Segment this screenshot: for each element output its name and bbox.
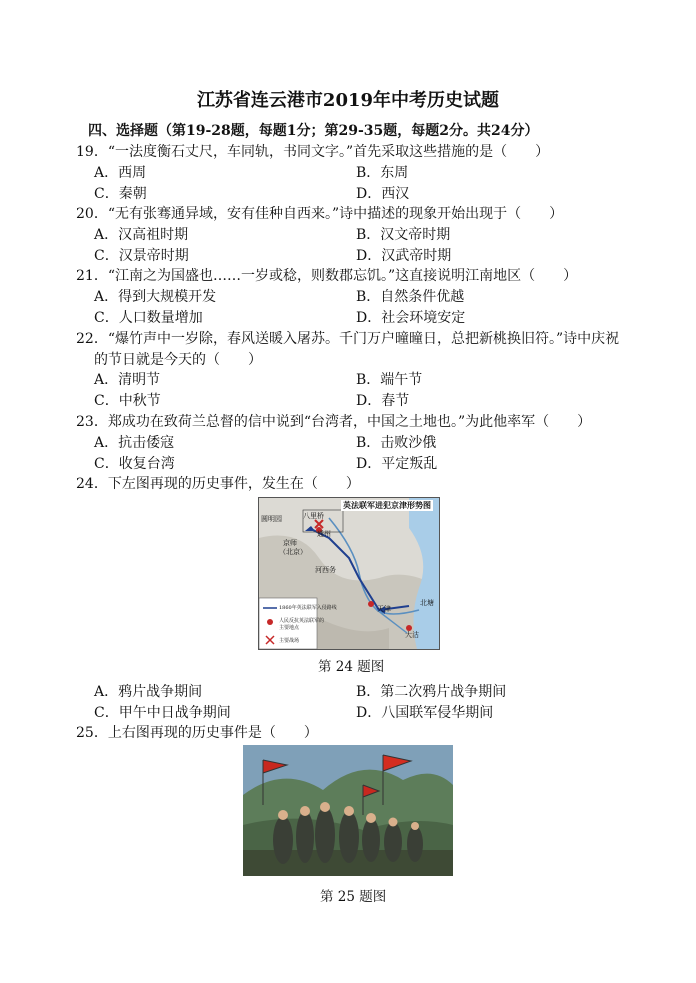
q20-option-b[interactable]: B．汉文帝时期 — [356, 227, 451, 243]
map-label-beitang: 北塘 — [420, 599, 434, 607]
q24-option-c[interactable]: C．甲午中日战争期间 — [94, 705, 231, 721]
q19-option-a[interactable]: A．西周 — [94, 165, 147, 181]
q22-option-d[interactable]: D．春节 — [356, 393, 410, 409]
question-24-stem: 24．下左图再现的历史事件，发生在（ ） — [76, 476, 360, 492]
section-heading: 四、选择题（第19-28题，每题1分；第29-35题，每题2分。共24分） — [88, 123, 539, 139]
q23-option-b[interactable]: B．击败沙俄 — [356, 435, 437, 451]
q19-option-d[interactable]: D．西汉 — [356, 186, 410, 202]
q21-option-a[interactable]: A．得到大规模开发 — [94, 289, 217, 305]
q19-option-c[interactable]: C．秦朝 — [94, 186, 147, 202]
q24-option-d[interactable]: D．八国联军侵华期间 — [356, 705, 494, 721]
map-label-yuanmingyuan: 圆明园 — [261, 515, 282, 523]
q24-map-figure — [258, 497, 440, 650]
map-legend-route: 1860年英法联军入侵路线 — [279, 605, 337, 611]
fig24-caption: 第 24 题图 — [318, 659, 385, 675]
question-20-stem: 20．“无有张骞通异域，安有佳种自西来。”诗中描述的现象开始出现于（ ） — [76, 206, 564, 222]
q24-option-b[interactable]: B．第二次鸦片战争期间 — [356, 684, 507, 700]
map-label-dagu: 大沽 — [405, 631, 419, 639]
page-title: 江苏省连云港市2019年中考历史试题 — [196, 90, 500, 111]
q23-option-c[interactable]: C．收复台湾 — [94, 456, 175, 472]
map-label-jingshi: 京师 — [283, 539, 297, 547]
q21-option-c[interactable]: C．人口数量增加 — [94, 310, 203, 326]
map-label-tongzhou: 通州 — [317, 530, 331, 538]
q22-option-b[interactable]: B．端午节 — [356, 372, 423, 388]
map-legend-resistance: 人民反抗英法联军的 — [279, 618, 325, 624]
map-label-balqiao: 八里桥 — [303, 512, 324, 520]
question-19-stem: 19．“一法度衡石丈尺，车同轨，书同文字。”首先采取这些措施的是（ ） — [76, 144, 550, 160]
map-legend-battlefield: 主要战场 — [279, 638, 300, 644]
q25-painting-figure — [243, 745, 453, 876]
question-22-stem-continued: 的节日就是今天的（ ） — [94, 352, 262, 368]
question-23-stem: 23．郑成功在致荷兰总督的信中说到“台湾者，中国之土地也。”为此他率军（ ） — [76, 414, 592, 430]
q20-option-a[interactable]: A．汉高祖时期 — [94, 227, 189, 243]
question-25-stem: 25．上右图再现的历史事件是（ ） — [76, 725, 318, 741]
map-title: 英法联军进犯京津形势图 — [343, 500, 431, 510]
map-label-hexiwu: 河西务 — [315, 566, 336, 574]
map-label-tianjin: 天津 — [377, 605, 391, 613]
q19-option-b[interactable]: B．东周 — [356, 165, 409, 181]
q23-option-d[interactable]: D．平定叛乱 — [356, 456, 438, 472]
q20-option-c[interactable]: C．汉景帝时期 — [94, 248, 189, 264]
q21-option-b[interactable]: B．自然条件优越 — [356, 289, 465, 305]
question-22-stem: 22．“爆竹声中一岁除，春风送暖入屠苏。千门万户曈曈日，总把新桃换旧符。”诗中庆祝 — [76, 331, 620, 347]
map-legend-resistance-2: 主要地点 — [279, 625, 300, 631]
q24-option-a[interactable]: A．鸦片战争期间 — [94, 684, 203, 700]
q21-option-d[interactable]: D．社会环境安定 — [356, 310, 466, 326]
q20-option-d[interactable]: D．汉武帝时期 — [356, 248, 452, 264]
q23-option-a[interactable]: A．抗击倭寇 — [94, 435, 175, 451]
q22-option-a[interactable]: A．清明节 — [94, 372, 161, 388]
fig25-caption: 第 25 题图 — [320, 889, 387, 905]
question-21-stem: 21．“江南之为国盛也……一岁或稔，则数郡忘饥。”这直接说明江南地区（ ） — [76, 268, 578, 284]
map-label-beijing: （北京） — [279, 548, 307, 556]
q22-option-c[interactable]: C．中秋节 — [94, 393, 161, 409]
painting-drawing — [243, 745, 453, 876]
